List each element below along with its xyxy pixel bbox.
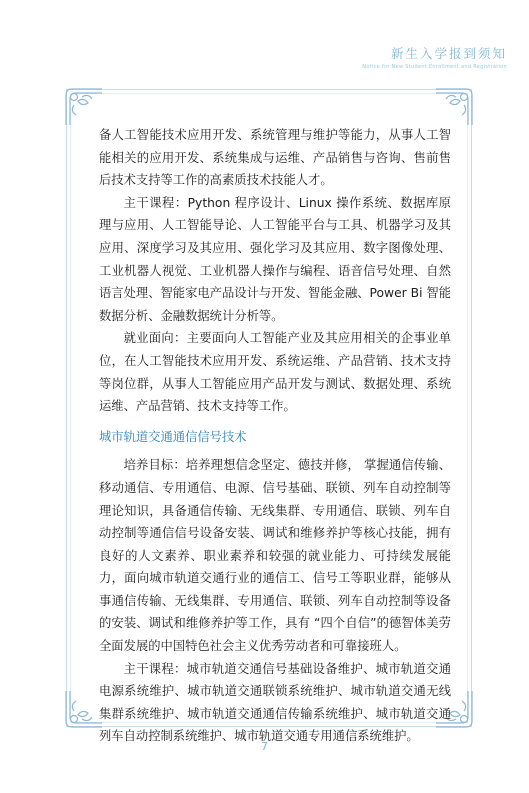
- corner-ornament-icon: [432, 85, 476, 129]
- corner-ornament-icon: [62, 85, 106, 129]
- section-paragraph-2: 主干课程：城市轨道交通信号基础设备维护、城市轨道交通电源系统维护、城市轨道交通联锁系统维护、城市轨道交通无线集群系统维护、城市轨道交通通信传输系统维护、城市轨道交通列车自动控制系统维护、城市轨道交通专用通信系统维护。: [99, 661, 451, 744]
- body-content: [99, 124, 451, 748]
- body-paragraph-1: 备人工智能技术应用开发、系统管理与维护等能力，从事人工智能相关的应用开发、系统集成与运维、产品销售与咨询、售前售后技术支持等工作的高素质技术技能人才。: [99, 128, 451, 188]
- body-paragraph-3: 就业面向：主要面向人工智能产业及其应用相关的企事业单位，在人工智能技术应用开发、系统运维、产品营销、技术支持等岗位群，从事人工智能应用产品开发与测试、数据处理、系统运维、产品营销、技术支持等工作。: [99, 331, 451, 414]
- page-header: [362, 44, 507, 70]
- body-paragraph-2: 主干课程：Python 程序设计、Linux 操作系统、数据库原理与应用、人工智能导论、人工智能平台与工具、机器学习及其应用、深度学习及其应用、强化学习及其应用、数字图像处理、工业机器人视觉、工业机器人操作与编程、语音信号处理、自然语言处理、智能家电产品设计与开发、智能金融、Power Bi 智能数据分析、金融数据统计分析等。: [99, 195, 451, 323]
- page-number: 7: [261, 740, 268, 753]
- header-title: 新生入学报到须知: [390, 46, 507, 61]
- section-title: 城市轨道交通通信信号技术: [99, 429, 247, 444]
- section-paragraph-1: 培养目标：培养理想信念坚定、德技并修， 掌握通信传输、移动通信、专用通信、电源、信号基础、联锁、列车自动控制等理论知识，具备通信传输、无线集群、专用通信、联锁、列车自动控制等通信信号设备安装、调试和维修养护等核心技能，拥有良好的人文素养、职业素养和较强的就业能力、可持续发展能力，面向城市轨道交通行业的通信工、信号工等职业群，能够从事通信传输、无线集群、专用通信、联锁、列车自动控制等设备的安装、调试和维修养护等工作，具有 “四个自信”的德智体美劳全面发展的中国特色社会主义优秀劳动者和可靠接班人。: [99, 458, 451, 654]
- header-subtitle: Notice for New Student Enrollment and Registration: [362, 64, 507, 70]
